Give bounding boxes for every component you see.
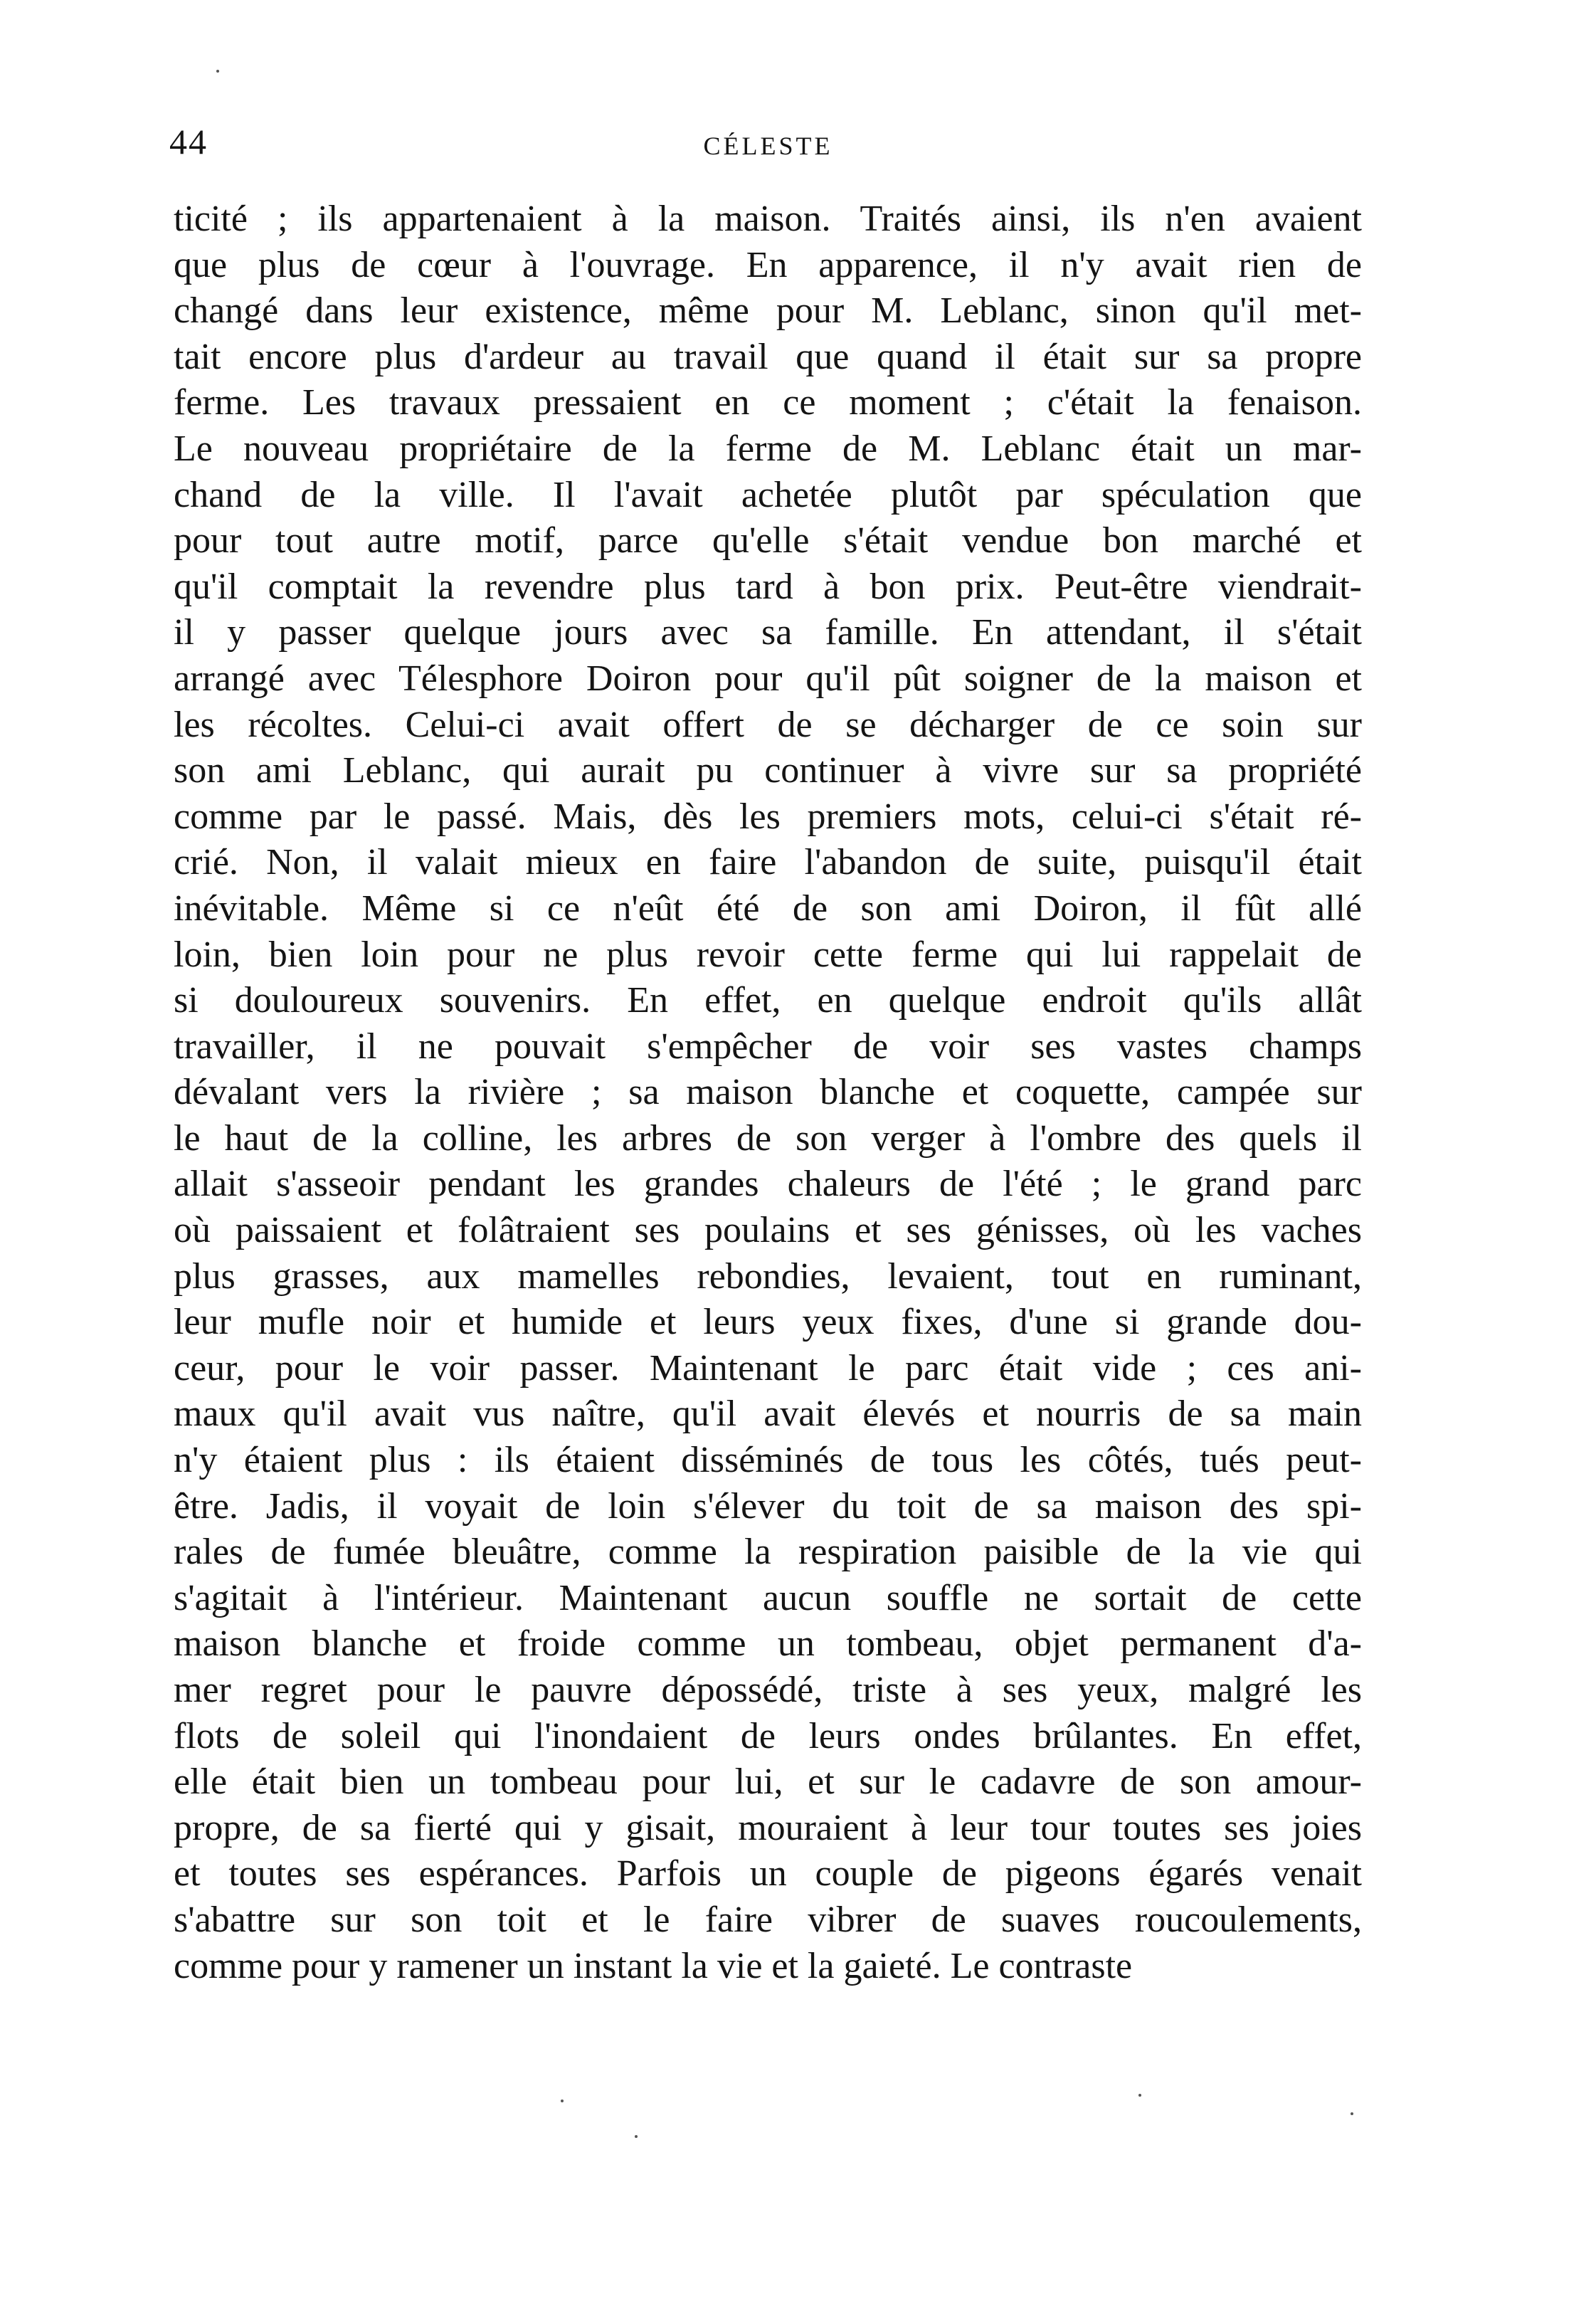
text-line: tait encore plus d'ardeur au travail que quand il était sur sa propre bbox=[174, 336, 1362, 377]
text-line: arrangé avec Télesphore Doiron pour qu'il pût soigner de la maison et bbox=[174, 658, 1362, 699]
text-line: n'y étaient plus : ils étaient disséminés de tous les côtés, tués peut- bbox=[174, 1440, 1362, 1481]
text-line: mer regret pour le pauvre dépossédé, triste à ses yeux, malgré les bbox=[174, 1670, 1362, 1710]
text-line: plus grasses, aux mamelles rebondies, levaient, tout en ruminant, bbox=[174, 1255, 1362, 1297]
page-number: 44 bbox=[169, 122, 208, 162]
text-line: crié. Non, il valait mieux en faire l'abandon de suite, puisqu'il était bbox=[174, 842, 1362, 883]
text-line: rales de fumée bleuâtre, comme la respiration paisible de la vie qui bbox=[174, 1532, 1362, 1573]
text-line: elle était bien un tombeau pour lui, et sur le cadavre de son amour- bbox=[174, 1761, 1362, 1803]
text-line: changé dans leur existence, même pour M. Leblanc, sinon qu'il met- bbox=[174, 290, 1362, 332]
text-line: que plus de cœur à l'ouvrage. En apparence, il n'y avait rien de bbox=[174, 244, 1362, 285]
text-line: flots de soleil qui l'inondaient de leurs ondes brûlantes. En effet, bbox=[174, 1715, 1362, 1756]
text-line: le haut de la colline, les arbres de son verger à l'ombre des quels il bbox=[174, 1117, 1362, 1159]
text-line: et toutes ses espérances. Parfois un couple de pigeons égarés venait bbox=[174, 1853, 1362, 1895]
text-line: si douloureux souvenirs. En effet, en quelque endroit qu'ils allât bbox=[174, 980, 1362, 1021]
paper-speck bbox=[1138, 2094, 1141, 2097]
text-line: maux qu'il avait vus naître, qu'il avait élevés et nourris de sa main bbox=[174, 1394, 1362, 1435]
text-line: allait s'asseoir pendant les grandes chaleurs de l'été ; le grand parc bbox=[174, 1164, 1362, 1205]
paper-speck bbox=[561, 2100, 564, 2102]
text-line: Le nouveau propriétaire de la ferme de M. Leblanc était un mar- bbox=[174, 428, 1362, 469]
paper-speck bbox=[635, 2135, 638, 2138]
text-line: qu'il comptait la revendre plus tard à bon prix. Peut-être viendrait- bbox=[174, 566, 1362, 607]
text-line: loin, bien loin pour ne plus revoir cette ferme qui lui rappelait de bbox=[174, 934, 1362, 975]
text-line: s'abattre sur son toit et le faire vibrer de suaves roucoulements, bbox=[174, 1899, 1362, 1940]
paper-speck bbox=[1351, 2112, 1353, 2115]
text-line: leur mufle noir et humide et leurs yeux fixes, d'une si grande dou- bbox=[174, 1302, 1362, 1343]
text-line: être. Jadis, il voyait de loin s'élever du toit de sa maison des spi- bbox=[174, 1485, 1362, 1527]
text-line: maison blanche et froide comme un tombeau, objet permanent d'a- bbox=[174, 1623, 1362, 1665]
text-line: ferme. Les travaux pressaient en ce moment ; c'était la fenaison. bbox=[174, 382, 1362, 423]
text-line: inévitable. Même si ce n'eût été de son ami Doiron, il fût allé bbox=[174, 887, 1362, 929]
text-line: travailler, il ne pouvait s'empêcher de voir ses vastes champs bbox=[174, 1026, 1362, 1067]
page-header bbox=[169, 114, 1367, 171]
text-line: propre, de sa fierté qui y gisait, mouraient à leur tour toutes ses joies bbox=[174, 1807, 1362, 1848]
text-line: ticité ; ils appartenaient à la maison. Traités ainsi, ils n'en avaient bbox=[174, 199, 1362, 239]
running-title: CÉLESTE bbox=[703, 132, 833, 160]
text-line: chand de la ville. Il l'avait achetée plutôt par spéculation que bbox=[174, 474, 1362, 515]
body-paragraph bbox=[174, 196, 1362, 1989]
text-line: les récoltes. Celui-ci avait offert de se décharger de ce soin sur bbox=[174, 704, 1362, 745]
text-line: dévalant vers la rivière ; sa maison blanche et coquette, campée sur bbox=[174, 1072, 1362, 1113]
text-line: comme pour y ramener un instant la vie et la gaieté. Le contraste bbox=[174, 1945, 1133, 1986]
text-line: comme par le passé. Mais, dès les premiers mots, celui-ci s'était ré- bbox=[174, 796, 1362, 837]
text-line: s'agitait à l'intérieur. Maintenant aucun souffle ne sortait de cette bbox=[174, 1577, 1362, 1618]
text-line: où paissaient et folâtraient ses poulains et ses génisses, où les vaches bbox=[174, 1210, 1362, 1251]
text-line: pour tout autre motif, parce qu'elle s'était vendue bon marché et bbox=[174, 520, 1362, 562]
paper-speck bbox=[216, 70, 219, 73]
text-line: ceur, pour le voir passer. Maintenant le parc était vide ; ces ani- bbox=[174, 1347, 1362, 1389]
text-line: son ami Leblanc, qui aurait pu continuer à vivre sur sa propriété bbox=[174, 750, 1362, 791]
text-line: il y passer quelque jours avec sa famille. En attendant, il s'était bbox=[174, 612, 1362, 653]
